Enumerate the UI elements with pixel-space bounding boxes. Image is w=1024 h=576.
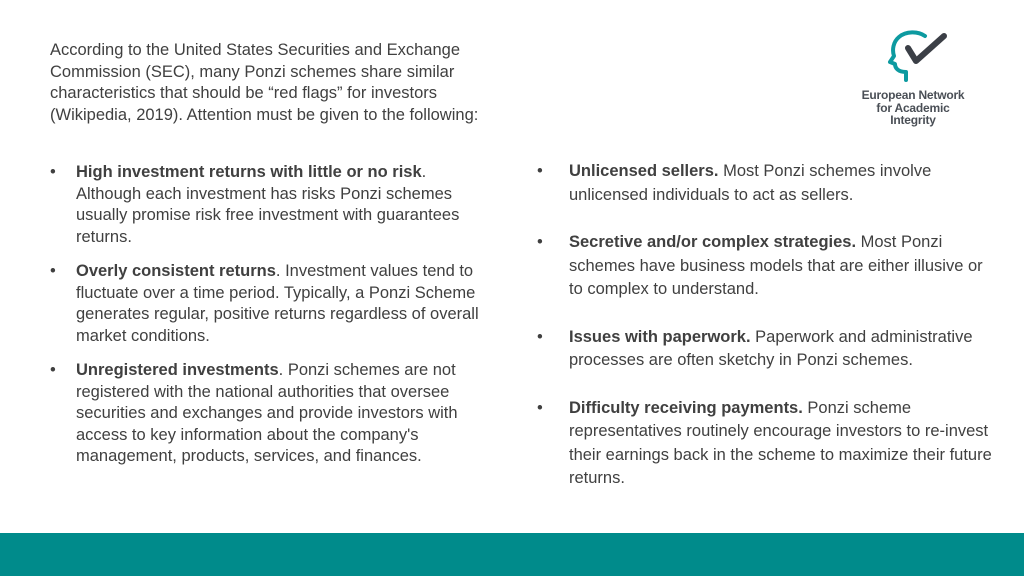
list-item: [537, 397, 992, 491]
list-item: [50, 162, 495, 248]
bullet-icon: •: [537, 327, 543, 346]
left-bullet-list: [50, 162, 495, 481]
list-item: [50, 360, 495, 468]
list-item: [537, 326, 992, 373]
bullet-icon: •: [537, 162, 543, 180]
item-text: Most Ponzi schemes have business models that are either illusive or to complex to understand.: [569, 233, 983, 298]
head-with-checkmark-icon: [878, 28, 948, 86]
item-text: . Ponzi schemes are not registered with the national authorities that oversee securities and exchanges and provide investors with access to key information about the company's management, products, services, and finances.: [76, 361, 458, 465]
list-item: [537, 160, 992, 207]
right-bullet-list: [537, 160, 992, 515]
enai-logo: [848, 28, 978, 128]
item-term: Difficulty receiving payments.: [569, 398, 803, 417]
item-term: Overly consistent returns: [76, 262, 276, 280]
item-text: . Although each investment has risks Ponzi schemes usually promise risk free investment with guarantees returns.: [76, 163, 460, 246]
footer-bar: [0, 533, 1024, 576]
item-text: Ponzi scheme representatives routinely encourage investors to re-invest their earnings back in the scheme to maximize their future returns.: [569, 398, 992, 487]
logo-text: [848, 89, 978, 127]
logo-line-1: European Network: [861, 88, 965, 102]
bullet-icon: •: [50, 361, 56, 379]
list-item: [50, 261, 495, 347]
item-term: Secretive and/or complex strategies.: [569, 233, 857, 251]
item-term: Unlicensed sellers.: [569, 162, 719, 180]
bullet-icon: •: [50, 262, 56, 280]
logo-line-2: for Academic: [876, 100, 950, 115]
item-term: Issues with paperwork.: [569, 327, 751, 346]
bullet-icon: •: [537, 398, 543, 417]
list-item: [537, 231, 992, 302]
intro-paragraph: According to the United States Securities and Exchange Commission (SEC), many Ponzi schemes share similar characteristics that should be “red flags” for investors (Wikipedia, 2019). Attention must be given to the following:: [50, 41, 479, 124]
item-text: Paperwork and administrative processes are often sketchy in Ponzi schemes.: [569, 327, 973, 369]
item-text: Most Ponzi schemes involve unlicensed individuals to act as sellers.: [569, 162, 932, 204]
item-term: Unregistered investments: [76, 361, 279, 379]
item-term: High investment returns with little or no risk: [76, 163, 422, 181]
bullet-icon: •: [50, 163, 56, 181]
item-text: . Investment values tend to fluctuate over a time period. Typically, a Ponzi Scheme generates regular, positive returns regardless of overall market conditions.: [76, 262, 479, 345]
logo-line-3: Integrity: [890, 113, 936, 127]
bullet-icon: •: [537, 233, 543, 251]
